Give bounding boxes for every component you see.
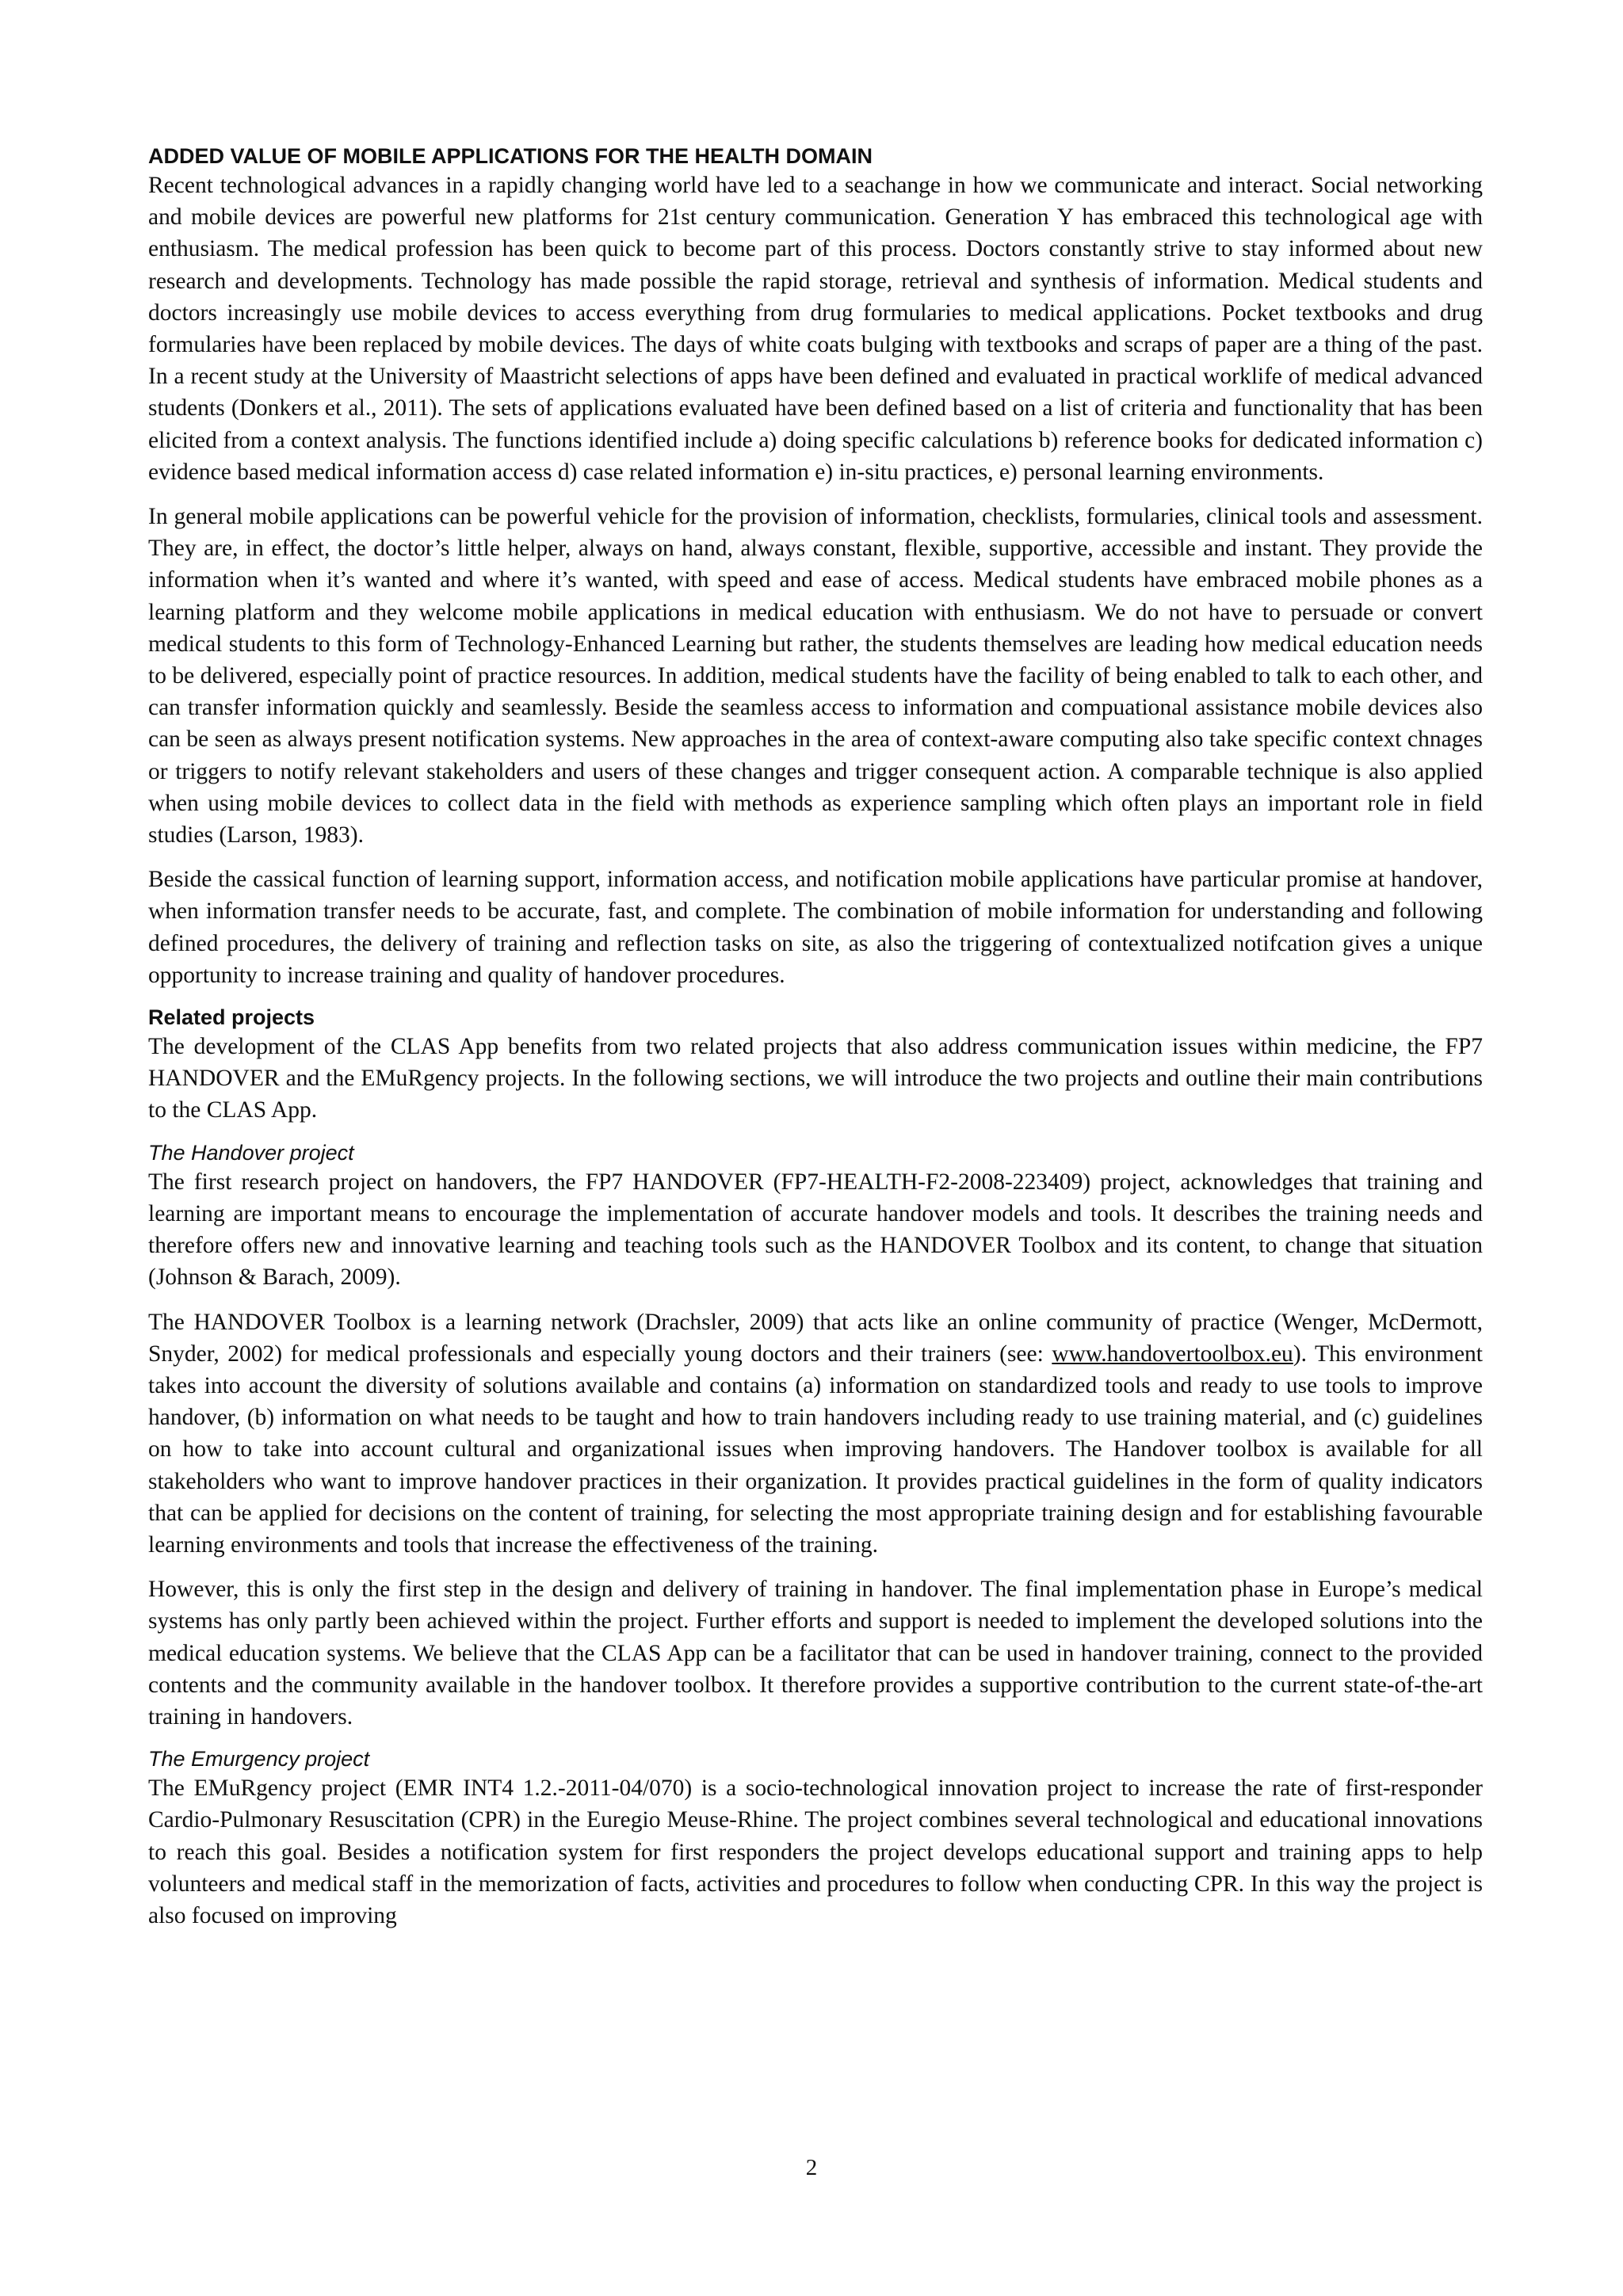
page-number: 2: [805, 2155, 818, 2180]
subsection-heading: Related projects: [148, 1005, 315, 1030]
paragraph: [148, 1306, 1483, 1562]
paragraph: Recent technological advances in a rapidly changing world have led to a seachange in how we communicate and interact. Social networking and mobile devices are powerful new platforms for 21st century communication. Generation Y has embraced this technological age with enthusiasm. The medical profession has been quick to become part of this process. Doctors constantly strive to stay informed about new research and developments. Technology has made possible the rapid storage, retrieval and synthesis of information. Medical students and doctors increasingly use mobile devices to access everything from drug formularies to medical applications. Pocket textbooks and drug formularies have been replaced by mobile devices. The days of white coats bulging with textbooks and scraps of paper are a thing of the past. In a recent study at the University of Maastricht selections of apps have been defined and evaluated in practical worklife of medical advanced students (Donkers et al., 2011). The sets of applications evaluated have been defined based on a list of criteria and functionality that has been elicited from a context analysis. The functions identified include a) doing specific calculations b) reference books for dedicated information c) evidence based medical information access d) case related information e) in-situ practices, e) personal learning environments.: [148, 173, 1483, 485]
paragraph-text: ). This environment takes into account the diversity of solutions available and contains (a) information on standardized tools and ready to use tools to improve handover, (b) information on what needs to be taught and how to train handovers including ready to use training material, and (c) guidelines on how to take into account cultural and organizational issues when improving handovers. The Handover toolbox is available for all stakeholders who want to improve handover practices in their organization. It provides practical guidelines in the form of quality indicators that can be applied for decisions on the content of training, for selecting the most appropriate training design and for establishing favourable learning environments and tools that increase the effectiveness of the training.: [148, 1341, 1484, 1558]
paragraph: The first research project on handovers, the FP7 HANDOVER (FP7-HEALTH-F2-2008-223409) project, acknowledges that training and learning are important means to encourage the implementation of accurate handover models and tools. It describes the training needs and therefore offers new and innovative learning and teaching tools such as the HANDOVER Toolbox and its content, to change that situation (Johnson & Barach, 2009).: [148, 1169, 1483, 1291]
handover-toolbox-link[interactable]: www.handovertoolbox.eu: [1052, 1341, 1293, 1367]
paragraph: However, this is only the first step in the design and delivery of training in handover. The final implementation phase in Europe’s medical systems has only partly been achieved within the project. Further efforts and support is needed to implement the developed solutions into the medical education systems. We believe that the CLAS App can be a facilitator that can be used in handover training, connect to the provided contents and the community available in the handover toolbox. It therefore provides a supportive contribution to the current state-of-the-art training in handovers.: [148, 1577, 1483, 1730]
paragraph: The development of the CLAS App benefits from two related projects that also address communication issues within medicine, the FP7 HANDOVER and the EMuRgency projects. In the following sections, we will introduce the two projects and outline their main contributions to the CLAS App.: [148, 1034, 1483, 1123]
subsubsection-heading: The Handover project: [148, 1140, 354, 1165]
paragraph: Beside the cassical function of learning support, information access, and notification mobile applications have particular promise at handover, when information transfer needs to be accurate, fast, and complete. The combination of mobile information for understanding and following defined procedures, the delivery of training and reflection tasks on site, as also the triggering of contextualized notifcation gives a unique opportunity to increase training and quality of handover procedures.: [148, 867, 1483, 988]
document-page: [148, 143, 1483, 1944]
paragraph: In general mobile applications can be powerful vehicle for the provision of information, checklists, formularies, clinical tools and assessment. They are, in effect, the doctor’s little helper, always on hand, always constant, flexible, supportive, accessible and instant. They provide the information when it’s wanted and where it’s wanted, with speed and ease of access. Medical students have embraced mobile phones as a learning platform and they welcome mobile applications in medical education with enthusiasm. We do not have to persuade or convert medical students to this form of Technology-Enhanced Learning but rather, the students themselves are leading how medical education needs to be delivered, especially point of practice resources. In addition, medical students have the facility of being enabled to talk to each other, and can transfer information quickly and seamlessly. Beside the seamless access to information and compuational assistance mobile devices also can be seen as always present notification systems. New approaches in the area of context-aware computing also take specific context chnages or triggers to notify relevant stakeholders and users of these changes and trigger consequent action. A comparable technique is also applied when using mobile devices to collect data in the field with methods as experience sampling which often plays an important role in field studies (Larson, 1983).: [148, 504, 1483, 849]
section-heading: ADDED VALUE OF MOBILE APPLICATIONS FOR THE HEALTH DOMAIN: [148, 144, 873, 168]
subsubsection-heading: The Emurgency project: [148, 1747, 370, 1772]
paragraph: The EMuRgency project (EMR INT4 1.2.-2011-04/070) is a socio-technological innovation project to increase the rate of first-responder Cardio-Pulmonary Resuscitation (CPR) in the Euregio Meuse-Rhine. The project combines several technological and educational innovations to reach this goal. Besides a notification system for first responders the project develops educational support and training apps to help volunteers and medical staff in the memorization of facts, activities and procedures to follow when conducting CPR. In this way the project is also focused on improving: [148, 1775, 1483, 1928]
paragraph-text: The HANDOVER Toolbox is a learning network (Drachsler, 2009) that acts like an online community of practice (Wenger, McDermott, Snyder, 2002) for medical professionals and especially young doctors and their trainers (see:: [148, 1309, 1483, 1367]
